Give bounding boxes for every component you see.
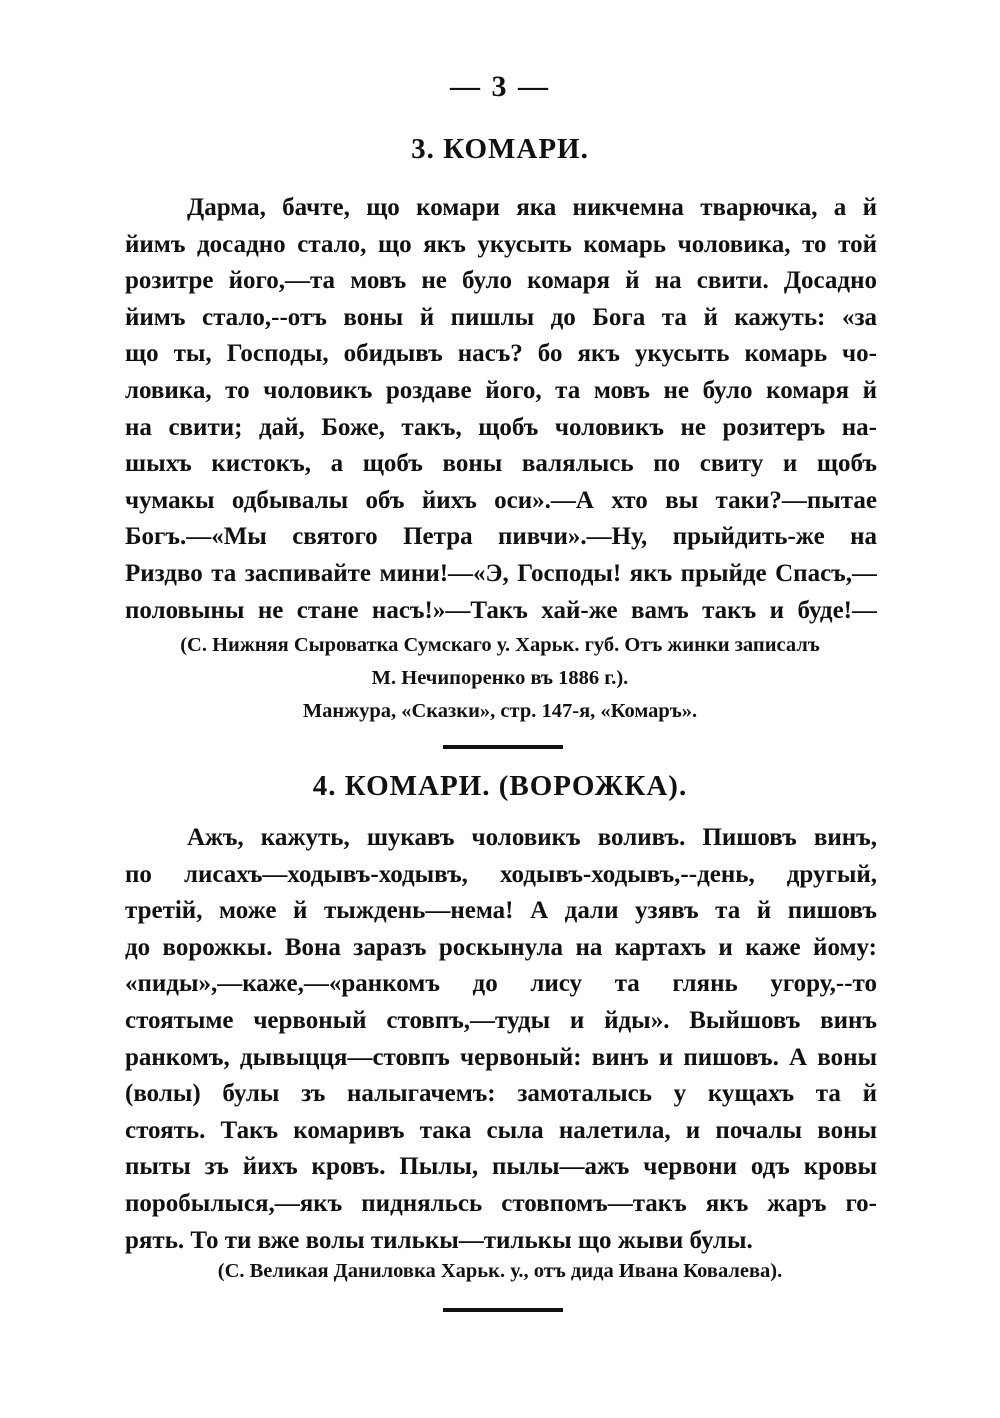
section-divider [443,1308,563,1312]
text-line: на свити; дай, Боже, такъ, щобъ чоловикъ не розитеръ на- [125,413,877,441]
text-line: до ворожкы. Вона заразъ роскынула на картахъ и каже йому: [125,933,877,961]
text-line: третій, може й тыждень—нема! А дали узявъ та й пишовъ [125,897,877,925]
text-line: стоять. Такъ комаривъ така сыла налетила, и почалы воны [125,1116,877,1144]
source-note: М. Нечипоренко въ 1886 г.). [371,667,629,689]
text-line: йимъ досадно стало, що якъ укусыть комарь чоловика, то той [125,230,877,258]
text-line: йимъ стало,--отъ воны й пишлы до Бога та й кажуть: «за [125,303,877,331]
source-note: (С. Нижняя Сыроватка Сумскаго у. Харьк. губ. Отъ жинки записалъ [180,634,820,656]
text-line: шыхъ кистокъ, а щобъ воны валялысь по свиту и щобъ [125,450,877,478]
text-line: рять. То ти вже волы тилькы—тилькы що жыви булы. [125,1226,753,1254]
text-line: (волы) булы зъ налыгачемъ: замоталысь у кущахъ та й [125,1080,877,1108]
source-note: (С. Великая Даниловка Харьк. у., отъ дида Ивана Ковалева). [217,1260,783,1282]
text-line: по лисахъ—ходывъ-ходывъ, ходывъ-ходывъ,--день, другый, [125,860,877,888]
text-line: поробылыся,—якъ пидняльсь стовпомъ—такъ якъ жаръ го- [125,1189,877,1217]
section-title: 4. КОМАРИ. (ВОРОЖКА). [312,770,688,802]
text-line: пыты зъ йихъ кровъ. Пылы, пылы—ажъ червони одъ кровы [125,1153,877,1181]
text-line: ранкомъ, дывыцця—стовпъ червоный: винъ и пишовъ. А воны [125,1043,877,1071]
source-note: Манжура, «Сказки», стр. 147-я, «Комаръ». [302,700,698,722]
text-line: Ажъ, кажуть, шукавъ чоловикъ воливъ. Пишовъ винъ, [187,824,877,851]
text-line: половыны не стане насъ!»—Такъ хай-же вамъ такъ и буде!— [125,596,877,624]
text-line: Дарма, бачте, що комари яка никчемна тварючка, а й [187,194,877,221]
text-line: що ты, Господы, обидывъ насъ? бо якъ укусыть комарь чо- [125,340,877,368]
text-line: ловика, то чоловикъ роздаве його, та мовъ не було комаря й [125,376,877,404]
text-line: «пиды»,—каже,—«ранкомъ до лису та глянь угору,--то [125,970,877,998]
text-line: Богъ.—«Мы святого Петра пивчи».—Ну, прыйдить-же на [125,523,877,551]
text-line: Риздво та заспивайте мини!—«Э, Господы! якъ прыйде Спасъ,— [125,559,877,587]
story-text [125,190,877,629]
page-number: — 3 — [450,70,550,103]
text-line: стоятыме червоный стовпъ,—туды и йды». Выйшовъ винъ [125,1006,877,1034]
story-text [125,820,877,1259]
section-divider [443,745,563,749]
text-line: розитре його,—та мовъ не було комаря й на свити. Досадно [125,267,877,295]
text-line: чумакы одбывалы объ йихъ оси».—А хто вы таки?—пытае [125,486,877,514]
section-title: 3. КОМАРИ. [411,133,589,165]
